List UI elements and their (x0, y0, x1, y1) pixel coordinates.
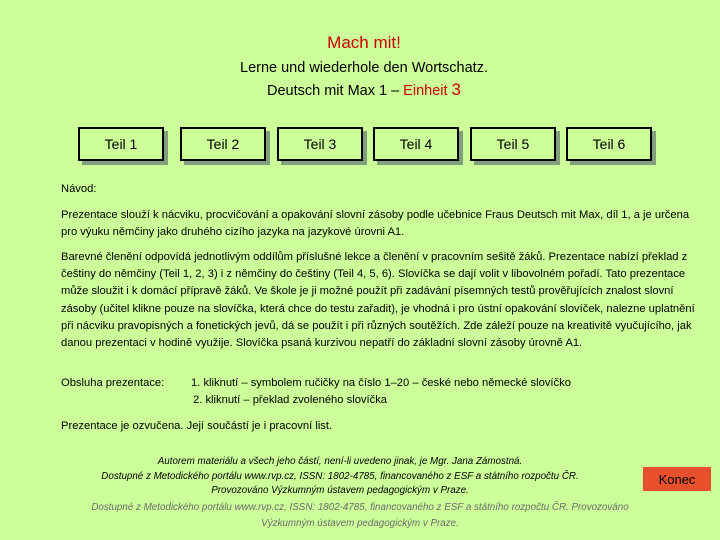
tab-teil-2[interactable]: Teil 2 (180, 127, 266, 161)
footer-line-1: Autorem materiálu a všech jeho částí, není-li uvedeno jinak, je Mgr. Jana Zámostná. (157, 456, 523, 467)
page-subtitle (0, 58, 720, 102)
obsluha-item-1: 1. kliknutí – symbolem ručičky na číslo 1–20 – české nebo německé slovíčko (191, 377, 571, 389)
footer-line-2: Dostupné z Metodického portálu www.rvp.cz, ISSN: 1802-4785, financovaného z ESF a státního rozpočtu ČR. (101, 470, 579, 482)
tab-teil-6[interactable]: Teil 6 (566, 127, 652, 161)
instructions-paragraph-1 (61, 207, 701, 241)
paragraph-2-text: Barevné členění odpovídá jednotlivým oddílům příslušné lekce a členění v pracovním sešitě žáků. Prezentace nabízí překlad z češtiny do němčiny (Teil 1, 2, 3) i z němčiny do češtiny (Teil 4, 5, 6). Slovíčka se dají volit v libovolném pořadí. Tato prezentace může sloužit i k domácí přípravě žáků. Ve škole je ji možné použít při zadávání písemných testů prověřujících znalost slovní zásoby (učitel klikne pouze na slovíčka, která chce do testu zařadit), je vhodná i pro ústní opakování slovíček, nalezne uplatnění při nácviku pravopisných a fonetických jevů, dá se použít i při různých soutěžích. Zde záleží pouze na kreativitě vyučujícího, jak danou prezentaci v hodině využije. Slovíčka psaná kurzivou nepatří do základní slovní zásoby úrovně A1. (61, 251, 695, 350)
page-title: Mach mit! (327, 33, 401, 52)
footer-portal (20, 500, 700, 532)
footer-line-5: Výzkumným ústavem pedagogickým v Praze. (261, 518, 459, 529)
einheit-number: 3 (451, 80, 462, 99)
instructions-paragraph-2 (61, 249, 701, 352)
tab-teil-1[interactable]: Teil 1 (78, 127, 164, 161)
obsluha-label: Obsluha prezentace: (61, 377, 165, 389)
tab-teil-3[interactable]: Teil 3 (277, 127, 363, 161)
tab-teil-4[interactable]: Teil 4 (373, 127, 459, 161)
footer-line-3: Provozováno Výzkumným ústavem pedagogickým v Praze. (211, 485, 469, 496)
footer-author (60, 455, 620, 499)
audio-note: Prezentace je ozvučena. Její součástí je i pracovní list. (61, 420, 333, 432)
footer-line-4: Dostupné z Metodického portálu www.rvp.cz, ISSN: 1802-4785, financovaného z ESF a státního rozpočtu ČR. Provozováno (91, 502, 629, 513)
subtitle-line-2 (0, 79, 720, 102)
subtitle-line-1: Lerne und wiederhole den Wortschatz. (240, 60, 488, 76)
subtitle-prefix: Deutsch mit Max 1 – (266, 83, 404, 99)
tab-teil-5[interactable]: Teil 5 (470, 127, 556, 161)
instructions-heading: Návod: (61, 183, 97, 195)
obsluha-items (191, 375, 571, 409)
paragraph-1-text: Prezentace slouží k nácviku, procvičování a opakování slovní zásoby podle učebnice Fraus Deutsch mit Max, díl 1, a je určena pro výuku němčiny jako druhého cizího jazyka na jazykové úrovni A1. (61, 209, 690, 239)
konec-button[interactable]: Konec (643, 467, 711, 491)
einheit-label: Einheit (403, 83, 452, 99)
obsluha-item-2: 2. kliknutí – překlad zvoleného slovíčka (193, 394, 388, 407)
